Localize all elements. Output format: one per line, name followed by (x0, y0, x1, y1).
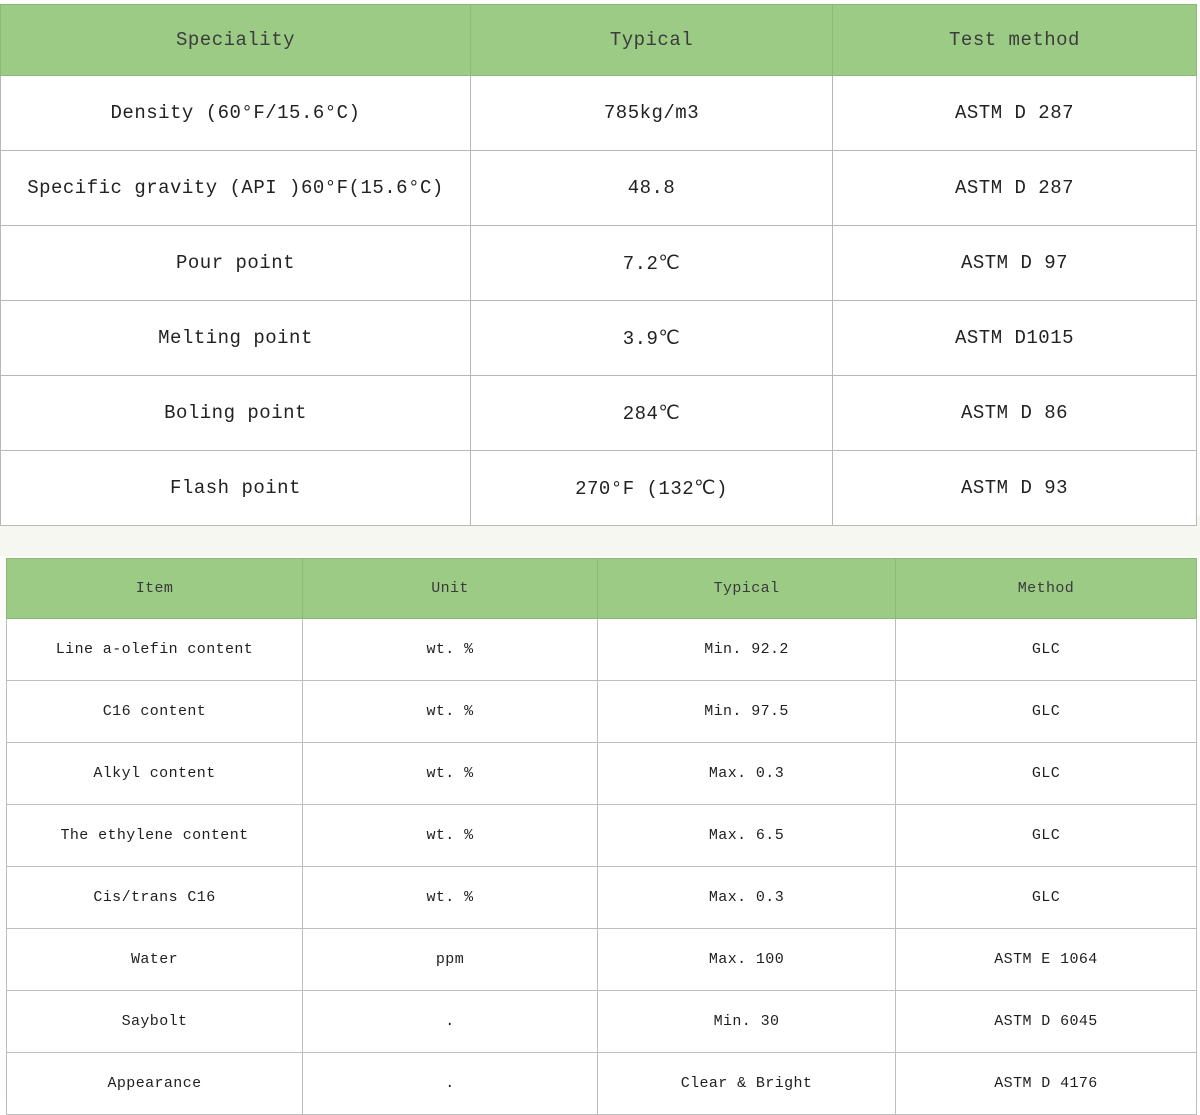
column-header-test-method: Test method (833, 5, 1197, 76)
cell-speciality: Specific gravity (API )60°F(15.6°C) (1, 151, 471, 226)
table-header-row (1, 5, 1197, 76)
table-row (7, 991, 1197, 1053)
table-row (1, 151, 1197, 226)
cell-test-method: ASTM D 287 (833, 76, 1197, 151)
composition-table-container (6, 558, 1196, 1115)
column-header-typical: Typical (471, 5, 833, 76)
cell-method: GLC (896, 805, 1197, 867)
cell-test-method: ASTM D 86 (833, 376, 1197, 451)
cell-typical: 270°F (132℃) (471, 451, 833, 526)
cell-item: Appearance (7, 1053, 303, 1115)
table-row (7, 681, 1197, 743)
cell-typical: 284℃ (471, 376, 833, 451)
cell-unit: wt. % (303, 743, 598, 805)
cell-speciality: Melting point (1, 301, 471, 376)
cell-speciality: Boling point (1, 376, 471, 451)
composition-table (6, 558, 1197, 1115)
cell-typical: Clear & Bright (598, 1053, 896, 1115)
cell-test-method: ASTM D 287 (833, 151, 1197, 226)
cell-item: Line a-olefin content (7, 619, 303, 681)
cell-method: GLC (896, 619, 1197, 681)
properties-table (0, 4, 1197, 526)
cell-method: GLC (896, 743, 1197, 805)
cell-speciality: Pour point (1, 226, 471, 301)
cell-speciality: Density (60°F/15.6°C) (1, 76, 471, 151)
column-header-method: Method (896, 559, 1197, 619)
cell-typical: 3.9℃ (471, 301, 833, 376)
cell-unit: wt. % (303, 867, 598, 929)
column-header-typical: Typical (598, 559, 896, 619)
cell-method: ASTM D 6045 (896, 991, 1197, 1053)
cell-unit: ppm (303, 929, 598, 991)
cell-item: Cis/trans C16 (7, 867, 303, 929)
cell-unit: wt. % (303, 681, 598, 743)
cell-test-method: ASTM D1015 (833, 301, 1197, 376)
cell-item: Alkyl content (7, 743, 303, 805)
table-row (7, 743, 1197, 805)
cell-typical: Max. 100 (598, 929, 896, 991)
cell-test-method: ASTM D 97 (833, 226, 1197, 301)
cell-test-method: ASTM D 93 (833, 451, 1197, 526)
cell-unit: . (303, 1053, 598, 1115)
table-row (7, 929, 1197, 991)
cell-unit: wt. % (303, 805, 598, 867)
cell-typical: Min. 97.5 (598, 681, 896, 743)
table-row (1, 451, 1197, 526)
column-header-speciality: Speciality (1, 5, 471, 76)
cell-typical: Min. 30 (598, 991, 896, 1053)
column-header-item: Item (7, 559, 303, 619)
table-row (7, 619, 1197, 681)
cell-unit: wt. % (303, 619, 598, 681)
cell-typical: 48.8 (471, 151, 833, 226)
cell-item: Water (7, 929, 303, 991)
cell-typical: 785kg/m3 (471, 76, 833, 151)
cell-typical: Max. 0.3 (598, 743, 896, 805)
table-row (7, 805, 1197, 867)
cell-typical: Max. 6.5 (598, 805, 896, 867)
table-row (1, 301, 1197, 376)
cell-typical: Max. 0.3 (598, 867, 896, 929)
column-header-unit: Unit (303, 559, 598, 619)
table-row (1, 226, 1197, 301)
cell-item: C16 content (7, 681, 303, 743)
table-row (7, 1053, 1197, 1115)
table-row (1, 376, 1197, 451)
cell-speciality: Flash point (1, 451, 471, 526)
properties-table-container (0, 4, 1196, 526)
cell-method: GLC (896, 867, 1197, 929)
cell-typical: 7.2℃ (471, 226, 833, 301)
table-row (7, 867, 1197, 929)
cell-method: GLC (896, 681, 1197, 743)
cell-item: Saybolt (7, 991, 303, 1053)
cell-typical: Min. 92.2 (598, 619, 896, 681)
table-header-row (7, 559, 1197, 619)
cell-method: ASTM E 1064 (896, 929, 1197, 991)
cell-item: The ethylene content (7, 805, 303, 867)
table-row (1, 76, 1197, 151)
cell-unit: . (303, 991, 598, 1053)
cell-method: ASTM D 4176 (896, 1053, 1197, 1115)
